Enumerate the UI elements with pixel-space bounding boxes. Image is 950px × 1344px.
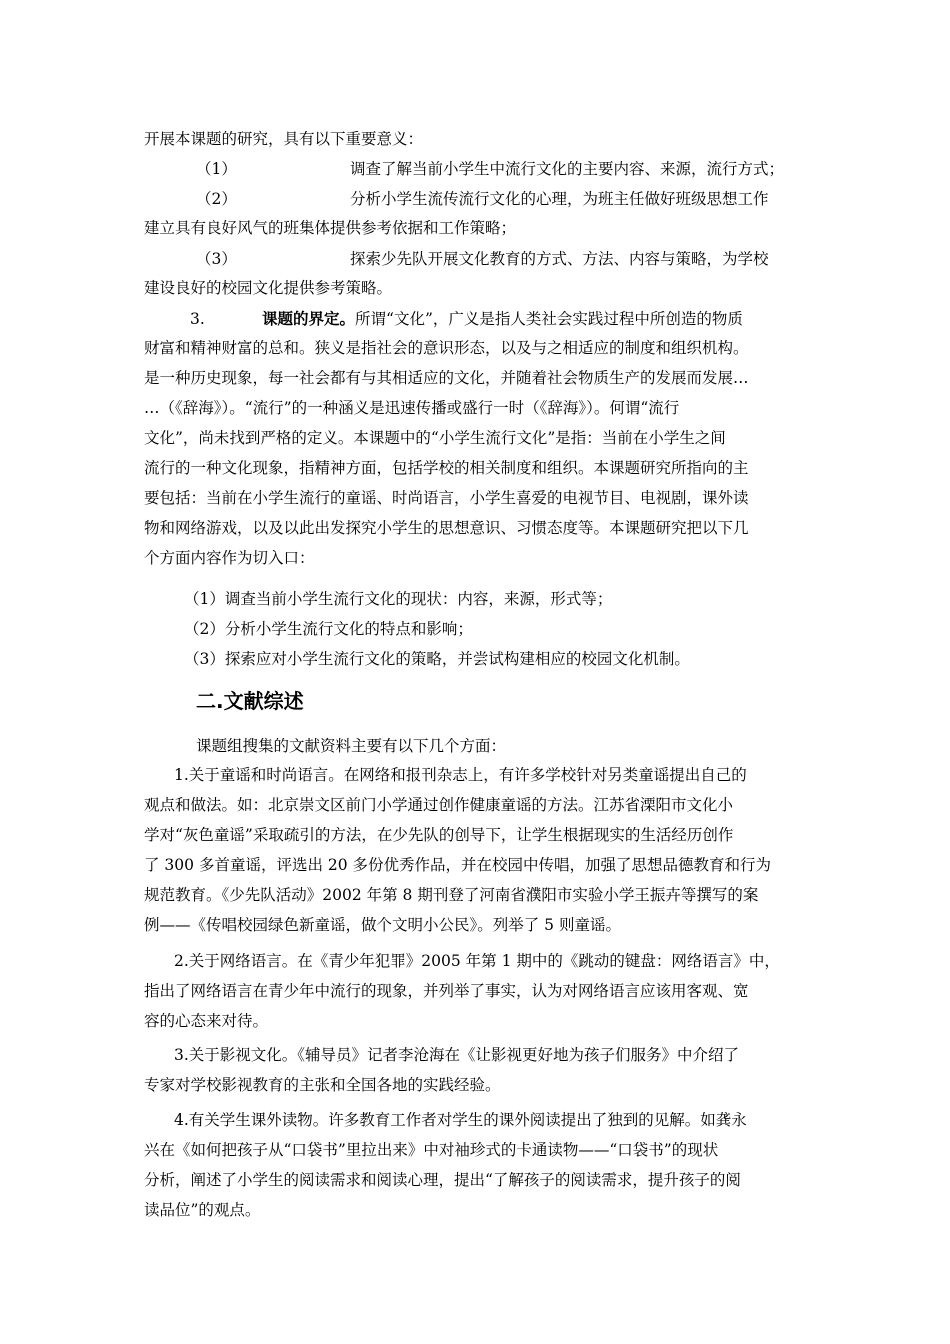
item-1-line-4: 了 300 多首童谣，评选出 20 多份优秀作品，并在校园中传唱，加强了思想品德教育和行为: [144, 856, 772, 874]
item-1-line-5: 规范教育。《少先队活动》2002 年第 8 期刊登了河南省濮阳市实验小学王振卉等撰写的案: [144, 886, 759, 904]
intro-text: 开展本课题的研究，具有以下重要意义：: [144, 130, 424, 148]
item-2-line-3: 容的心态来对待。: [144, 1012, 269, 1030]
definition-number: 3.: [190, 310, 205, 328]
definition-line-5: 文化”，尚未找到严格的定义。本课题中的“小学生流行文化”是指：当前在小学生之间: [144, 429, 726, 447]
item-1-line-2: 观点和做法。如：北京崇文区前门小学通过创作健康童谣的方法。江苏省溧阳市文化小: [144, 796, 734, 814]
significance-1-text: 调查了解当前小学生中流行文化的主要内容、来源，流行方式；: [350, 160, 785, 178]
section-intro: 课题组搜集的文献资料主要有以下几个方面：: [196, 737, 507, 755]
significance-3-text-line1: 探索少先队开展文化教育的方式、方法、内容与策略，为学校: [350, 250, 769, 268]
item-3-line-1: 3.关于影视文化。《辅导员》记者李沧海在《让影视更好地为孩子们服务》中介绍了: [174, 1046, 740, 1064]
significance-2-number: （2）: [196, 190, 237, 208]
item-1-line-1: 1.关于童谣和时尚语言。在网络和报刊杂志上，有许多学校针对另类童谣提出自己的: [174, 766, 747, 784]
significance-3-text-line2: 建设良好的校园文化提供参考策略。: [144, 279, 393, 297]
item-4-line-4: 读品位”的观点。: [144, 1201, 261, 1219]
significance-3-number: （3）: [196, 250, 237, 268]
significance-1-number: （1）: [196, 160, 237, 178]
item-4-line-1: 4.有关学生课外读物。许多教育工作者对学生的课外阅读提出了独到的见解。如龚永: [174, 1111, 747, 1129]
definition-line-2: 财富和精神财富的总和。狭义是指社会的意识形态，以及与之相适应的制度和组织机构。: [144, 339, 749, 357]
item-3-line-2: 专家对学校影视教育的主张和全国各地的实践经验。: [144, 1076, 501, 1094]
definition-line-8: 物和网络游戏，以及以此出发探究小学生的思想意识、习惯态度等。本课题研究把以下几: [144, 519, 749, 537]
significance-2-text-line2: 建立具有良好风气的班集体提供参考依据和工作策略；: [144, 219, 517, 237]
section-heading: 二.文献综述: [196, 689, 304, 713]
definition-line-4: …（《辞海》）。“流行”的一种涵义是迅速传播或盛行一时（《辞海》）。何谓“流行: [144, 399, 680, 417]
definition-line-7: 要包括：当前在小学生流行的童谣、时尚语言，小学生喜爱的电视节目、电视剧，课外读: [144, 489, 749, 507]
item-4-line-2: 兴在《如何把孩子从“口袋书”里拉出来》中对袖珍式的卡通读物——“口袋书”的现状: [144, 1141, 719, 1159]
significance-2-text-line1: 分析小学生流传流行文化的心理，为班主任做好班级思想工作: [350, 190, 769, 208]
item-1-line-6: 例——《传唱校园绿色新童谣，做个文明小公民》。列举了 5 则童谣。: [144, 916, 621, 934]
entry-point-2: （2）分析小学生流行文化的特点和影响；: [184, 620, 473, 638]
item-4-line-3: 分析，阐述了小学生的阅读需求和阅读心理，提出“了解孩子的阅读需求，提升孩子的阅: [144, 1171, 741, 1189]
item-2-line-2: 指出了网络语言在青少年中流行的现象，并列举了事实，认为对网络语言应该用客观、宽: [144, 982, 749, 1000]
definition-label: 课题的界定。: [262, 309, 356, 328]
entry-point-1: （1）调查当前小学生流行文化的现状：内容，来源，形式等；: [184, 590, 613, 608]
entry-point-3: （3）探索应对小学生流行文化的策略，并尝试构建相应的校园文化机制。: [184, 650, 690, 668]
definition-first-line: [262, 309, 743, 329]
definition-line-6: 流行的一种文化现象，指精神方面，包括学校的相关制度和组织。本课题研究所指向的主: [144, 459, 749, 477]
definition-line-1: 所谓“文化”，广义是指人类社会实践过程中所创造的物质: [355, 310, 743, 328]
item-1-line-3: 学对“灰色童谣”采取疏引的方法，在少先队的创导下，让学生根据现实的生活经历创作: [144, 826, 734, 844]
definition-line-3: 是一种历史现象，每一社会都有与其相适应的文化，并随着社会物质生产的发展而发展…: [144, 369, 749, 387]
definition-line-9: 个方面内容作为切入口：: [144, 549, 315, 567]
item-2-line-1: 2.关于网络语言。在《青少年犯罪》2005 年第 1 期中的《跳动的键盘：网络语言》中，: [174, 952, 780, 970]
